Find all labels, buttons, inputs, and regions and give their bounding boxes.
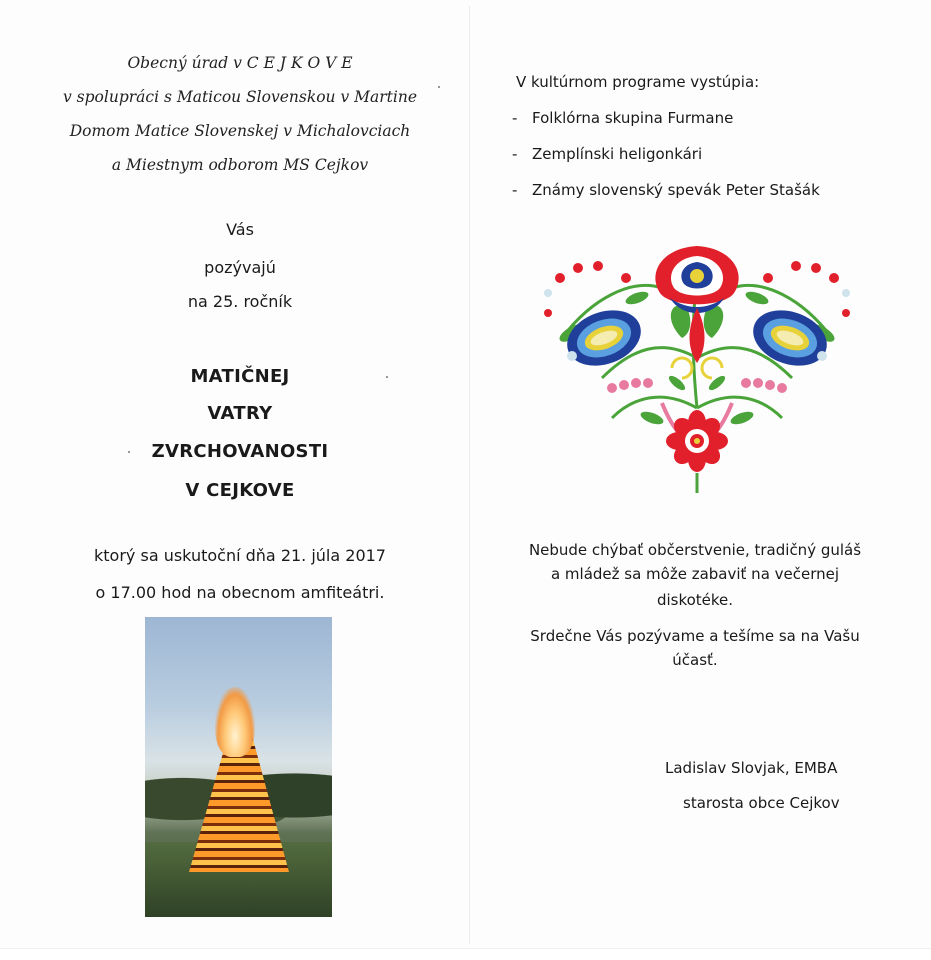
program-item-label: Zemplínski heligonkári <box>532 145 703 163</box>
refreshments-line-2: a mládež sa môže zabaviť na večernej <box>550 565 840 583</box>
program-item <box>512 109 734 127</box>
organizer-line-4: a Miestnym odborom MS Cejkov <box>111 156 369 174</box>
bullet-dash: - <box>512 109 518 127</box>
program-item <box>512 181 820 199</box>
scan-speck <box>386 376 388 378</box>
refreshments-line-1: Nebude chýbať občerstvenie, tradičný guláš <box>528 541 862 559</box>
event-title-line-2: VATRY <box>207 403 273 424</box>
scan-speck <box>128 451 130 453</box>
invite-line-1: Vás <box>226 220 254 239</box>
folk-embroidery-ornament-icon <box>542 238 852 498</box>
closing-line-2: účasť. <box>672 651 718 669</box>
invite-line-3: na 25. ročník <box>187 292 293 311</box>
organizer-line-3: Domom Matice Slovenskej v Michalovciach <box>69 122 411 140</box>
bonfire-photo <box>145 617 332 917</box>
invite-line-2: pozývajú <box>204 258 276 277</box>
bullet-dash: - <box>512 181 518 199</box>
program-item-label: Známy slovenský spevák Peter Stašák <box>532 181 820 199</box>
event-date-line: ktorý sa uskutoční dňa 21. júla 2017 <box>94 546 386 565</box>
program-heading: V kultúrnom programe vystúpia: <box>516 73 760 91</box>
scan-speck <box>438 86 440 88</box>
refreshments-line-3: diskotéke. <box>656 591 734 609</box>
organizers-block <box>20 46 460 182</box>
event-title-line-3: ZVRCHOVANOSTI <box>151 441 329 462</box>
program-item-label: Folklórna skupina Furmane <box>532 109 734 127</box>
closing-line-1: Srdečne Vás pozývame a tešíme sa na Vašu <box>530 627 860 645</box>
program-item <box>512 145 703 163</box>
signature-role: starosta obce Cejkov <box>683 794 840 812</box>
event-title-line-1: MATIČNEJ <box>190 366 290 387</box>
organizer-line-2: v spolupráci s Maticou Slovenskou v Martine <box>62 88 418 106</box>
event-title-line-4: V CEJKOVE <box>185 480 295 501</box>
organizer-line-1: Obecný úrad v C E J K O V E <box>127 54 353 72</box>
event-place-line: o 17.00 hod na obecnom amfiteátri. <box>95 583 385 602</box>
signature-name: Ladislav Slovjak, EMBA <box>665 759 838 777</box>
bullet-dash: - <box>512 145 518 163</box>
page-fold-line <box>469 6 470 944</box>
bonfire-flame <box>215 687 255 757</box>
